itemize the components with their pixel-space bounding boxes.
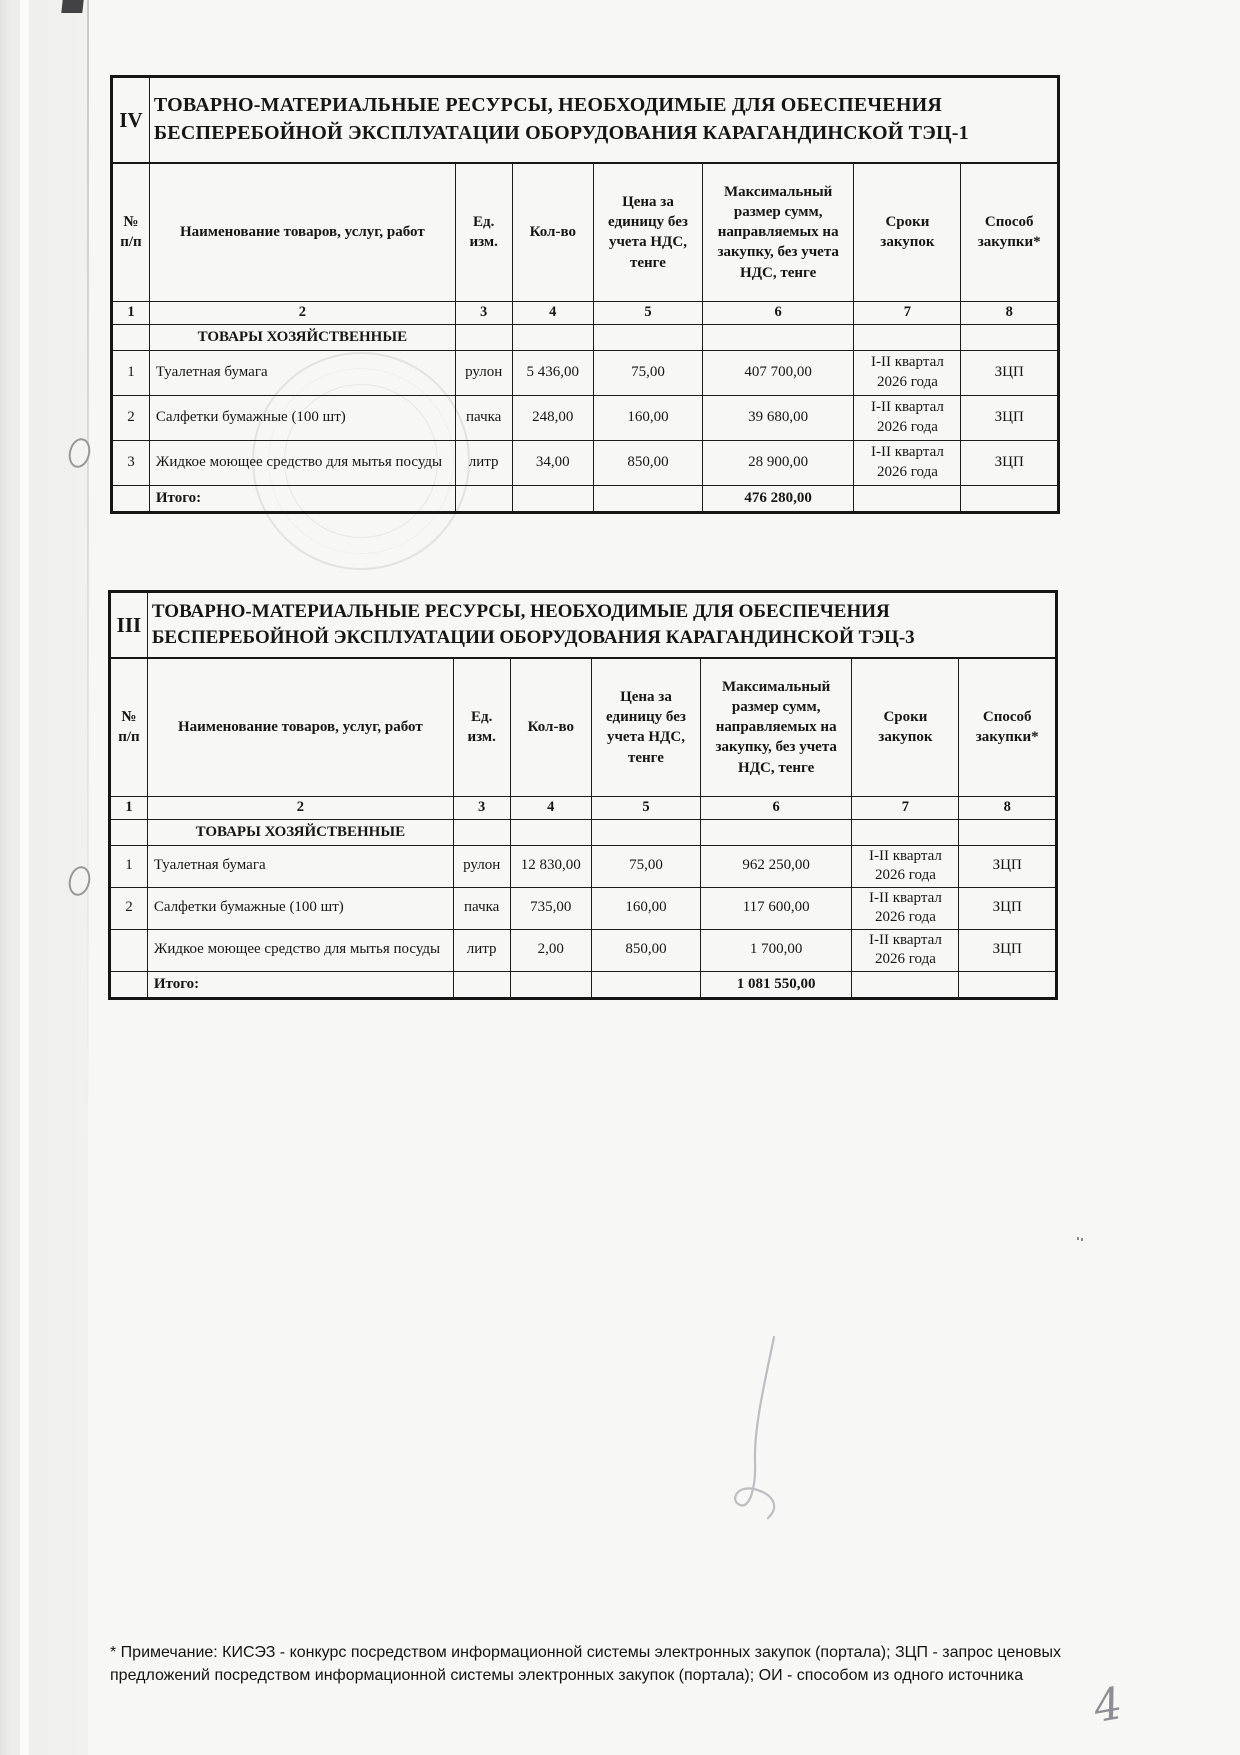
cell: литр (455, 440, 512, 485)
empty-cell (961, 485, 1059, 512)
cell: ЗЦП (961, 350, 1059, 395)
cell: 850,00 (592, 929, 701, 971)
column-number: 3 (453, 796, 510, 819)
column-number: 5 (594, 301, 703, 324)
col-header-qty: Кол-во (512, 163, 593, 301)
table-row (110, 929, 1057, 971)
col-header-max-sum: Максимальный размер сумм, направляемых на закупку, без учета НДС, тенге (700, 658, 852, 796)
empty-cell (453, 819, 510, 845)
col-header-unit-price: Цена за единицу без учета НДС, тенге (594, 163, 703, 301)
cell: I-II квартал 2026 года (854, 350, 961, 395)
cell: 2 (112, 395, 150, 440)
cell: 5 436,00 (512, 350, 593, 395)
section-header-row (112, 324, 1059, 350)
col-header-method: Способ закупки* (959, 658, 1057, 796)
table-title: ТОВАРНО-МАТЕРИАЛЬНЫЕ РЕСУРСЫ, НЕОБХОДИМЫЕ ДЛЯ ОБЕСПЕЧЕНИЯ БЕСПЕРЕБОЙНОЙ ЭКСПЛУАТАЦИИ ОБОРУДОВАНИЯ КАРАГАНДИНСКОЙ ТЭЦ-3 (147, 592, 1056, 659)
table-row (112, 440, 1059, 485)
table-header-row (110, 658, 1057, 796)
cell: рулон (453, 845, 510, 887)
cell: 12 830,00 (510, 845, 591, 887)
col-header-name: Наименование товаров, услуг, работ (149, 163, 455, 301)
empty-cell (961, 324, 1059, 350)
cell: рулон (455, 350, 512, 395)
col-header-method: Способ закупки* (961, 163, 1059, 301)
column-number: 7 (852, 796, 959, 819)
cell: пачка (455, 395, 512, 440)
cell (110, 929, 148, 971)
col-header-unit: Ед. изм. (455, 163, 512, 301)
cell: Жидкое моющее средство для мытья посуды (147, 929, 453, 971)
cell: 39 680,00 (702, 395, 854, 440)
cell: 1 (110, 845, 148, 887)
cell: 248,00 (512, 395, 593, 440)
section-label: ТОВАРЫ ХОЗЯЙСТВЕННЫЕ (147, 819, 453, 845)
cell: Жидкое моющее средство для мытья посуды (149, 440, 455, 485)
cell: 34,00 (512, 440, 593, 485)
cell: 962 250,00 (700, 845, 852, 887)
column-number-row (112, 301, 1059, 324)
cell: ЗЦП (961, 395, 1059, 440)
scan-crease-line (87, 0, 89, 1150)
column-number: 1 (112, 301, 150, 324)
empty-cell (854, 485, 961, 512)
empty-cell (512, 324, 593, 350)
empty-cell (455, 485, 512, 512)
empty-cell (110, 819, 148, 845)
procurement-table-tec3 (108, 590, 1058, 1000)
section-number: IV (112, 77, 150, 164)
empty-cell (959, 971, 1057, 998)
cell: 2,00 (510, 929, 591, 971)
cell: I-II квартал 2026 года (854, 395, 961, 440)
cell: 160,00 (592, 887, 701, 929)
table-row (112, 395, 1059, 440)
cell: пачка (453, 887, 510, 929)
cell: 1 700,00 (700, 929, 852, 971)
cell: 3 (112, 440, 150, 485)
empty-cell (112, 324, 150, 350)
table-body (112, 301, 1059, 512)
total-row (110, 971, 1057, 998)
empty-cell (852, 971, 959, 998)
table-row (110, 887, 1057, 929)
total-value: 476 280,00 (702, 485, 854, 512)
table-header-row (112, 163, 1059, 301)
cell: ЗЦП (959, 929, 1057, 971)
cell: 117 600,00 (700, 887, 852, 929)
cell: 2 (110, 887, 148, 929)
col-header-qty: Кол-во (510, 658, 591, 796)
cell: I-II квартал 2026 года (852, 887, 959, 929)
empty-cell (702, 324, 854, 350)
column-number: 2 (147, 796, 453, 819)
section-label: ТОВАРЫ ХОЗЯЙСТВЕННЫЕ (149, 324, 455, 350)
footnote-text: * Примечание: КИСЭЗ - конкурс посредством информационной системы электронных закупок (портала); ЗЦП - запрос ценовых предложений посредством информационной системы электронных закупок (портала); ОИ - способом из одного источника (110, 1644, 1061, 1685)
procurement-table-tec1 (110, 75, 1060, 514)
scan-top-edge-mark (61, 0, 83, 13)
empty-cell (594, 485, 703, 512)
empty-cell (455, 324, 512, 350)
column-number: 7 (854, 301, 961, 324)
empty-cell (110, 971, 148, 998)
empty-cell (453, 971, 510, 998)
total-label: Итого: (149, 485, 455, 512)
total-label: Итого: (147, 971, 453, 998)
col-header-unit-price: Цена за единицу без учета НДС, тенге (592, 658, 701, 796)
cell: I-II квартал 2026 года (852, 845, 959, 887)
column-number-row (110, 796, 1057, 819)
cell: I-II квартал 2026 года (852, 929, 959, 971)
cell: ЗЦП (959, 845, 1057, 887)
cell: Туалетная бумага (147, 845, 453, 887)
table-title: ТОВАРНО-МАТЕРИАЛЬНЫЕ РЕСУРСЫ, НЕОБХОДИМЫЕ ДЛЯ ОБЕСПЕЧЕНИЯ БЕСПЕРЕБОЙНОЙ ЭКСПЛУАТАЦИИ ОБОРУДОВАНИЯ КАРАГАНДИНСКОЙ ТЭЦ-1 (149, 77, 1058, 164)
section-header-row (110, 819, 1057, 845)
column-number: 3 (455, 301, 512, 324)
empty-cell (959, 819, 1057, 845)
cell: 28 900,00 (702, 440, 854, 485)
column-number: 1 (110, 796, 148, 819)
cell: Салфетки бумажные (100 шт) (147, 887, 453, 929)
cell: 407 700,00 (702, 350, 854, 395)
col-header-num: № п/п (112, 163, 150, 301)
scan-speck (1077, 1237, 1083, 1243)
scan-left-strip (20, 0, 29, 1755)
empty-cell (510, 971, 591, 998)
cell: I-II квартал 2026 года (854, 440, 961, 485)
total-row (112, 485, 1059, 512)
col-header-terms: Сроки закупок (852, 658, 959, 796)
col-header-terms: Сроки закупок (854, 163, 961, 301)
col-header-name: Наименование товаров, услуг, работ (147, 658, 453, 796)
empty-cell (700, 819, 852, 845)
cell: 75,00 (594, 350, 703, 395)
cell: 160,00 (594, 395, 703, 440)
col-header-max-sum: Максимальный размер сумм, направляемых на закупку, без учета НДС, тенге (702, 163, 854, 301)
cell: 850,00 (594, 440, 703, 485)
cell: 735,00 (510, 887, 591, 929)
table-title-row (112, 77, 1059, 164)
cell: ЗЦП (959, 887, 1057, 929)
table-body (110, 796, 1057, 998)
cell: литр (453, 929, 510, 971)
empty-cell (852, 819, 959, 845)
cell: 75,00 (592, 845, 701, 887)
column-number: 4 (512, 301, 593, 324)
col-header-num: № п/п (110, 658, 148, 796)
empty-cell (592, 971, 701, 998)
column-number: 4 (510, 796, 591, 819)
pen-squiggle-mark (722, 1335, 832, 1530)
table-row (112, 350, 1059, 395)
column-number: 8 (961, 301, 1059, 324)
empty-cell (512, 485, 593, 512)
column-number: 6 (702, 301, 854, 324)
column-number: 6 (700, 796, 852, 819)
column-number: 2 (149, 301, 455, 324)
cell: ЗЦП (961, 440, 1059, 485)
column-number: 5 (592, 796, 701, 819)
total-value: 1 081 550,00 (700, 971, 852, 998)
table-row (110, 845, 1057, 887)
empty-cell (592, 819, 701, 845)
column-number: 8 (959, 796, 1057, 819)
section-number: III (110, 592, 148, 659)
empty-cell (510, 819, 591, 845)
table-title-row (110, 592, 1057, 659)
cell: Туалетная бумага (149, 350, 455, 395)
handwritten-page-number: 4 (1089, 1677, 1127, 1734)
cell: Салфетки бумажные (100 шт) (149, 395, 455, 440)
cell: 1 (112, 350, 150, 395)
empty-cell (112, 485, 150, 512)
empty-cell (854, 324, 961, 350)
empty-cell (594, 324, 703, 350)
col-header-unit: Ед. изм. (453, 658, 510, 796)
